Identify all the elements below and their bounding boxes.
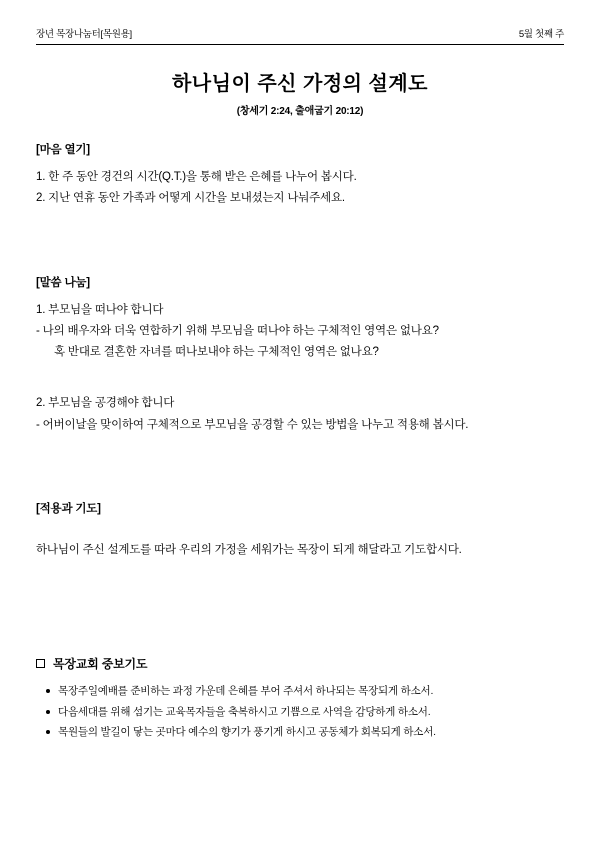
section-heart-opening	[36, 141, 564, 210]
section-line: 1. 한 주 동안 경건의 시간(Q.T.)을 통해 받은 은혜를 나누어 봅시다.	[36, 171, 357, 183]
section-line: - 나의 배우자와 더욱 연합하기 위해 부모님을 떠나야 하는 구체적인 영역은 없나요?	[36, 324, 439, 337]
section-application-prayer	[36, 500, 564, 561]
header-right-text: 5월 첫째 주	[518, 29, 564, 40]
section-church-intercession	[36, 655, 564, 742]
section-heading: [적용과 기도]	[36, 502, 101, 515]
section-word-sharing	[36, 274, 564, 364]
document-header	[36, 26, 564, 44]
prayer-heading	[36, 655, 564, 672]
section-honor-parents	[36, 393, 564, 436]
page-title: 하나님이 주신 가정의 설계도	[171, 73, 428, 95]
spacer	[36, 565, 564, 655]
section-line: 2. 부모님을 공경해야 합니다	[36, 397, 175, 410]
list-item: 다음세대를 위해 섬기는 교육목자들을 축복하시고 기쁨으로 사역을 감당하게 하소서.	[36, 702, 564, 722]
checkbox-icon	[36, 659, 45, 668]
section-heading: [말씀 나눔]	[36, 276, 90, 289]
section-line: 하나님이 주신 설계도를 따라 우리의 가정을 세워가는 목장이 되게 해달라고 기도합시다.	[36, 543, 462, 556]
header-divider	[36, 44, 564, 45]
spacer	[36, 526, 564, 540]
list-item: 목장주일예배를 준비하는 과정 가운데 은혜를 부어 주셔서 하나되는 목장되게 하소서.	[36, 681, 564, 701]
section-line: - 어버이날을 맞이하여 구체적으로 부모님을 공경할 수 있는 방법을 나누고 적용해 봅시다.	[36, 418, 469, 431]
spacer	[36, 440, 564, 500]
section-line: 혹 반대로 결혼한 자녀를 떠나보내야 하는 구체적인 영역은 없나요?	[54, 346, 379, 359]
spacer	[36, 367, 564, 393]
page-subtitle: (창세기 2:24, 출애굽기 20:12)	[236, 106, 364, 117]
spacer	[36, 214, 564, 274]
header-left-text: 장년 목장나눔터[목원용]	[36, 29, 132, 40]
list-item: 목원들의 발길이 닿는 곳마다 예수의 향기가 풍기게 하시고 공동체가 회복되게 하소서.	[36, 722, 564, 742]
section-line: 1. 부모님을 떠나야 합니다	[36, 303, 164, 316]
prayer-heading-label: 목장교회 중보기도	[53, 657, 148, 672]
section-heading: [마음 열기]	[36, 144, 90, 156]
section-line: 2. 지난 연휴 동안 가족과 어떻게 시간을 보내셨는지 나눠주세요.	[36, 192, 345, 205]
